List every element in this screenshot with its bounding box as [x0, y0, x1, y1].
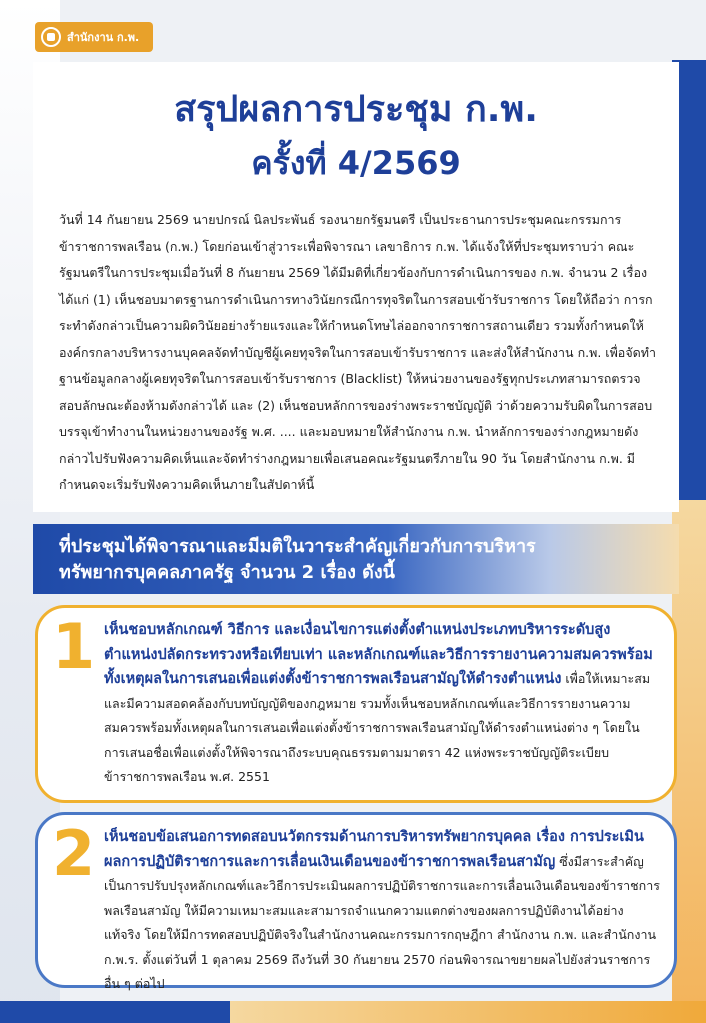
- resolution-heading: เห็นชอบหลักเกณฑ์ วิธีการ และเงื่อนไขการแต่งตั้งตำแหน่งประเภทบริหารระดับสูง ตำแหน่งปลัดกระทรวงหรือเทียบเท่า และหลักเกณฑ์และวิธีการรายงานความสมควรพร้อมทั้งเหตุผลในการเสนอเพื่อแต่งตั้งข้าราชการพลเรือนสามัญให้ดำรงตำแหน่ง: [104, 622, 653, 687]
- resolution-body: เพื่อให้เหมาะสมและมีความสอดคล้องกับบทบัญญัติของกฎหมาย รวมทั้งเห็นชอบหลักเกณฑ์และวิธีการรายงานความสมควรพร้อมทั้งเหตุผลในการเสนอเพื่อแต่งตั้งข้าราชการพลเรือนสามัญให้ดำรงตำแหน่งต่าง ๆ โดยในการเสนอชื่อเพื่อแต่งตั้งให้พิจารณาถึงระบบคุณธรรมตามมาตรา 42 แห่งพระราชบัญญัติระเบียบข้าราชการพลเรือน พ.ศ. 2551: [104, 671, 651, 784]
- emblem-icon: [41, 27, 61, 47]
- summary-panel: [33, 62, 679, 512]
- resolution-body: ซึ่งมีสาระสำคัญเป็นการปรับปรุงหลักเกณฑ์และวิธีการประเมินผลการปฏิบัติราชการและการเลื่อนเงินเดือนของข้าราชการพลเรือนสามัญ ให้มีความเหมาะสมและสามารถจำแนกความแตกต่างของผลการปฏิบัติงานได้อย่างแท้จริง โดยให้มีการทดสอบปฏิบัติจริงในสำนักงานคณะกรรมการกฤษฎีกา สำนักงาน ก.พ. และสำนักงาน ก.พ.ร. ตั้งแต่วันที่ 1 ตุลาคม 2569 ถึงวันที่ 30 กันยายน 2570 ก่อนพิจารณาขยายผลไปยังส่วนราชการอื่น ๆ ต่อไป: [104, 853, 660, 991]
- section-banner: [33, 524, 679, 594]
- logo-text: สำนักงาน ก.พ.: [67, 31, 140, 44]
- resolution-text: [104, 825, 660, 997]
- page-title: สรุปผลการประชุม ก.พ.: [174, 89, 538, 130]
- footer-bar-orange: [230, 1001, 706, 1023]
- intro-paragraph: วันที่ 14 กันยายน 2569 นายปกรณ์ นิลประพันธ์ รองนายกรัฐมนตรี เป็นประธานการประชุมคณะกรรมการข้าราชการพลเรือน (ก.พ.) โดยก่อนเข้าสู่วาระเพื่อพิจารณา เลขาธิการ ก.พ. ได้แจ้งให้ที่ประชุมทราบว่า คณะรัฐมนตรีในการประชุมเมื่อวันที่ 8 กันยายน 2569 ได้มีมติที่เกี่ยวข้องกับการดำเนินการของ ก.พ. จำนวน 2 เรื่อง ได้แก่ (1) เห็นชอบมาตรฐานการดำเนินการทางวินัยกรณีการทุจริตในการสอบเข้ารับราชการ โดยให้ถือว่า การกระทำดังกล่าวเป็นความผิดวินัยอย่างร้ายแรงและให้กำหนดโทษไล่ออกจากราชการสถานเดียว รวมทั้งกำหนดให้องค์กรกลางบริหารงานบุคคลจัดทำบัญชีผู้เคยทุจริตในการสอบเข้ารับราชการ และส่งให้สำนักงาน ก.พ. เพื่อจัดทำฐานข้อมูลกลางผู้เคยทุจริตในการสอบเข้ารับราชการ (Blacklist) ให้หน่วยงานของรัฐทุกประเภทสามารถตรวจสอบลักษณะต้องห้ามดังกล่าวได้ และ (2) เห็นชอบหลักการของร่างพระราชบัญญัติ ว่าด้วยความรับผิดในการสอบบรรจุเข้าทำงานในหน่วยงานของรัฐ พ.ศ. .... และมอบหมายให้สำนักงาน ก.พ. นำหลักการของร่างกฎหมายดังกล่าวไปรับฟังความคิดเห็นและจัดทำร่างกฎหมายเพื่อเสนอคณะรัฐมนตรีภายใน 90 วัน โดยสำนักงาน ก.พ. มีกำหนดจะเริ่มรับฟังความคิดเห็นภายในสัปดาห์นี้: [59, 212, 657, 492]
- page-subtitle: ครั้งที่ 4/2569: [251, 144, 461, 182]
- resolution-card-1: [35, 605, 677, 803]
- footer-bar-blue: [0, 1001, 230, 1023]
- resolution-text: [104, 618, 660, 790]
- resolution-heading: เห็นชอบข้อเสนอการทดสอบนวัตกรรมด้านการบริหารทรัพยากรบุคคล เรื่อง การประเมินผลการปฏิบัติราชการและการเลื่อนเงินเดือนของข้าราชการพลเรือนสามัญ: [104, 829, 644, 870]
- resolution-number: 1: [52, 610, 96, 683]
- banner-line-2: ทรัพยากรบุคคลภาครัฐ จำนวน 2 เรื่อง ดังนี้: [59, 562, 395, 583]
- office-logo: [35, 22, 153, 52]
- resolution-number: 2: [52, 817, 96, 890]
- resolution-card-2: [35, 812, 677, 991]
- banner-line-1: ที่ประชุมได้พิจารณาและมีมติในวาระสำคัญเกี่ยวกับการบริหาร: [59, 536, 536, 557]
